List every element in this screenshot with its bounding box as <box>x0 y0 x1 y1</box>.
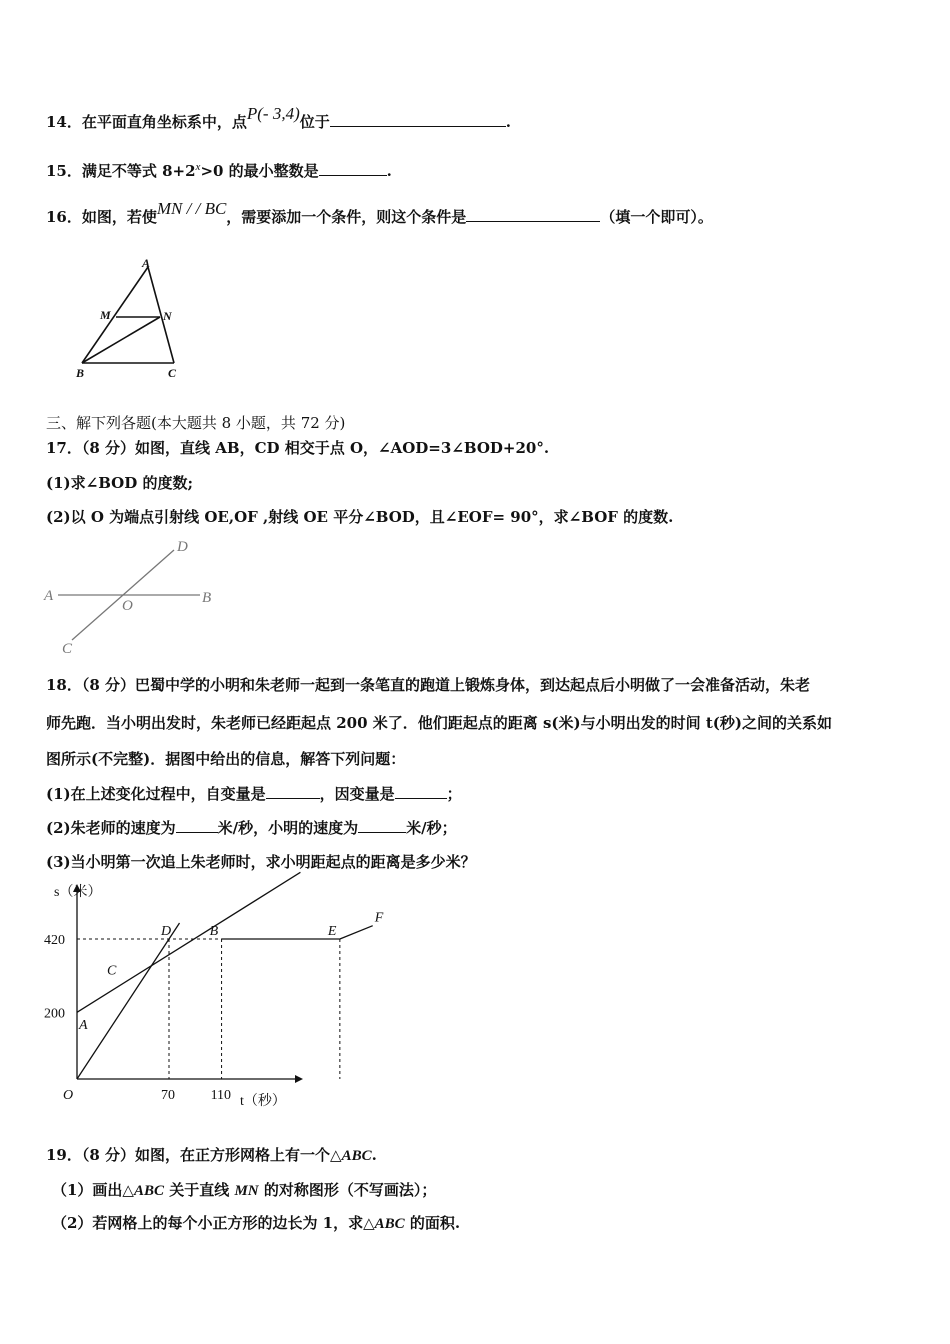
q18-line3-text: 图所示(不完整)．据图中给出的信息，解答下列问题： <box>46 750 406 768</box>
q18-dependent-variable-blank[interactable] <box>395 784 447 799</box>
y-tick-200: 200 <box>44 1006 65 1022</box>
y-tick-420: 420 <box>44 933 65 948</box>
question-17-part-1 <box>46 473 193 493</box>
q17-intersecting-lines-figure <box>40 535 230 660</box>
q17-label-a: A <box>44 588 54 604</box>
q15-prefix: 15．满足不等式 8+2 <box>46 162 196 180</box>
question-19-part-1 <box>52 1180 436 1201</box>
series-xiaoming-line <box>77 923 180 1079</box>
q18-part1-text-b: ，因变量是 <box>319 785 395 803</box>
q17-label-o: O <box>122 598 133 614</box>
section-3-text: 三、解下列各题(本大题共 8 小题，共 72 分) <box>46 414 346 432</box>
q16-prefix: 16．如图，若使 <box>46 208 157 226</box>
q16-label-m: M <box>100 308 111 322</box>
point-label-a: A <box>79 1018 88 1033</box>
q18-teacher-speed-blank[interactable] <box>176 818 218 833</box>
q16-triangle-figure <box>60 255 200 385</box>
q17-label-c: C <box>62 641 73 657</box>
question-18-part-3 <box>46 852 476 872</box>
q19-part1-text-c: 的对称图形（不写画法）； <box>258 1181 437 1199</box>
q18-line2-text: 师先跑．当小明出发时，朱老师已经距起点 200 米了．他们距起点的距离 s(米)与小明出发的时间 t(秒)之间的关系如 <box>46 714 832 732</box>
point-label-d: D <box>161 924 172 939</box>
q15-answer-blank[interactable] <box>319 161 387 176</box>
q19-part1-text-b: 关于直线 <box>164 1181 235 1199</box>
q18-part1-text-c: ； <box>446 785 462 803</box>
q17-part2-text: (2)以 O 为端点引射线 OE,OF ,射线 OE 平分∠BOD，且∠EOF= 90°，求∠BOF 的度数. <box>46 508 674 526</box>
q16-suffix: （填一个即可）。 <box>600 208 713 226</box>
question-17-part-2 <box>46 507 673 527</box>
question-14 <box>46 104 512 132</box>
x-axis-arrow <box>295 1075 303 1083</box>
question-18-part-2 <box>46 818 457 838</box>
origin-label: O <box>63 1088 74 1103</box>
point-label-b: B <box>209 924 219 939</box>
q18-part1-text-a: (1)在上述变化过程中，自变量是 <box>46 785 266 803</box>
q16-middle: ，需要添加一个条件，则这个条件是 <box>226 208 467 226</box>
q14-point-expression: P(- 3,4) <box>246 104 300 123</box>
question-19-part-2 <box>52 1213 460 1234</box>
q19-part2-text-b: 的面积. <box>404 1214 461 1232</box>
question-15 <box>46 161 392 183</box>
q14-answer-blank[interactable] <box>330 112 506 127</box>
x-tick-110: 110 <box>210 1088 232 1103</box>
q19-part1-line-mn: MN <box>234 1183 259 1199</box>
q18-line1-text: 18．（8 分）巴蜀中学的小明和朱老师一起到一条笔直的跑道上锻炼身体，到达起点后小明做了一会准备活动，朱老 <box>46 676 811 694</box>
question-19-stem <box>46 1145 377 1166</box>
q19-stem-text-b: . <box>371 1146 377 1164</box>
question-18-line-1 <box>46 675 810 695</box>
section-3-heading <box>46 413 345 433</box>
q18-independent-variable-blank[interactable] <box>266 784 320 799</box>
q18-xiaoming-speed-blank[interactable] <box>358 818 406 833</box>
q19-part2-triangle: ABC <box>374 1216 405 1232</box>
y-axis-label: s（米） <box>54 885 102 900</box>
q16-answer-blank[interactable] <box>466 207 600 222</box>
q16-label-a: A <box>142 256 151 270</box>
q17-label-d: D <box>177 539 188 555</box>
q16-label-b: B <box>76 366 85 380</box>
point-label-f: F <box>374 910 384 926</box>
question-16 <box>46 199 713 227</box>
q14-end: . <box>505 113 512 131</box>
q14-suffix: 位于 <box>299 113 330 131</box>
x-tick-70: 70 <box>161 1088 175 1103</box>
q18-part2-text-b: 米/秒，小明的速度为 <box>217 819 359 837</box>
series-teacher-line-ef <box>340 926 373 939</box>
q15-exponent: x <box>195 161 201 173</box>
q19-part2-text-a: （2）若网格上的每个小正方形的边长为 1，求△ <box>52 1214 375 1232</box>
x-axis-label: t（秒） <box>240 1094 286 1109</box>
q16-parallel-expression: MN / / BC <box>156 199 227 218</box>
q17-label-b: B <box>202 590 212 606</box>
q17-part1-text: (1)求∠BOD 的度数; <box>46 474 193 492</box>
q16-label-n: N <box>163 309 172 323</box>
q17-stem-text: 17．（8 分）如图，直线 AB，CD 相交于点 O，∠AOD=3∠BOD+20°. <box>46 439 550 457</box>
question-18-line-3 <box>46 749 405 769</box>
q18-distance-time-chart <box>40 876 384 1111</box>
q19-stem-text-a: 19．（8 分）如图，在正方形网格上有一个△ <box>46 1146 342 1164</box>
question-18-line-2 <box>46 713 832 733</box>
q15-end: . <box>386 162 392 180</box>
q15-suffix: >0 的最小整数是 <box>200 162 319 180</box>
q19-stem-triangle: ABC <box>341 1148 372 1164</box>
question-18-part-1 <box>46 784 462 804</box>
q14-prefix: 14．在平面直角坐标系中，点 <box>46 113 247 131</box>
q18-part3-text: (3)当小明第一次追上朱老师时，求小明距起点的距离是多少米？ <box>46 853 476 871</box>
q18-part2-text-c: 米/秒； <box>406 819 457 837</box>
q19-part1-triangle: ABC <box>133 1183 164 1199</box>
series-teacher-line-ab <box>77 872 300 1012</box>
q19-part1-text-a: （1）画出△ <box>52 1181 134 1199</box>
point-label-c: C <box>106 963 117 979</box>
q16-label-c: C <box>168 366 177 380</box>
q18-part2-text-a: (2)朱老师的速度为 <box>46 819 176 837</box>
point-label-e: E <box>327 924 337 939</box>
question-17-stem <box>46 438 549 458</box>
chart-axes <box>77 892 295 1079</box>
